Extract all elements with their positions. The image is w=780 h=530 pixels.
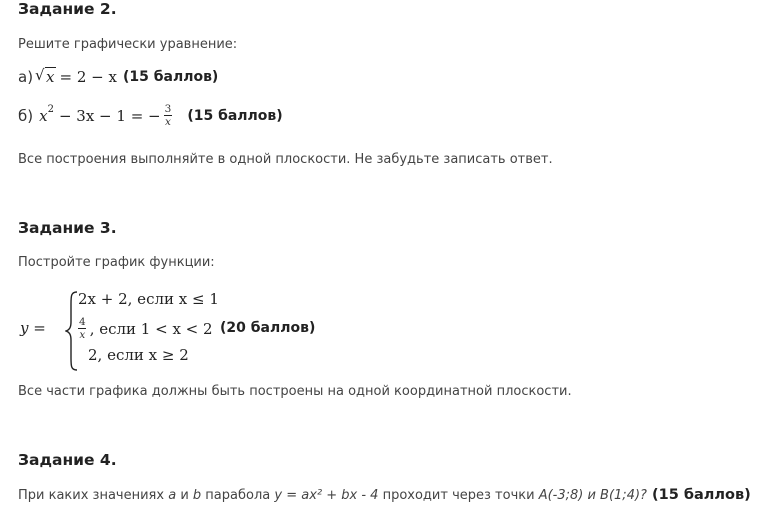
eq-b-x: x xyxy=(39,106,48,125)
task4-var-b: b xyxy=(192,488,202,503)
eq-b-label: б) xyxy=(18,106,34,125)
eq-a-label: а) xyxy=(18,68,34,86)
eq-b-frac-num: 3 xyxy=(164,103,172,115)
task2-equation-a xyxy=(18,68,218,86)
task4-points: (15 баллов) xyxy=(646,487,751,503)
task4-points-text: A(-3;8) и B(1;4)? xyxy=(538,488,647,503)
task3-points: (20 баллов) xyxy=(220,320,316,336)
piecewise-y-label: y = xyxy=(20,319,46,337)
piece-3-text: 2, если x ≥ 2 xyxy=(88,346,189,364)
task4-question xyxy=(18,487,751,503)
task4-text-4: проходит через точки xyxy=(378,488,539,503)
eq-b-fraction xyxy=(164,104,173,127)
task2-note: Все построения выполняйте в одной плоскости. Не забудьте записать ответ. xyxy=(18,152,553,167)
task4-text-3: парабола xyxy=(201,488,275,503)
eq-b-exponent: 2 xyxy=(47,104,54,115)
task4-text-2: и xyxy=(176,488,193,503)
eq-b-points: (15 баллов) xyxy=(187,107,283,124)
piece-1 xyxy=(78,290,219,308)
eq-a-points: (15 баллов) xyxy=(122,69,219,85)
piece-3 xyxy=(88,346,189,364)
task2-equation-b xyxy=(18,104,283,127)
piece-2 xyxy=(78,317,213,340)
eq-b-frac-den: x xyxy=(165,115,171,128)
piece-2-frac-num: 4 xyxy=(79,316,86,328)
left-brace-icon xyxy=(65,290,79,372)
sqrt-argument: x xyxy=(46,68,55,86)
task4-heading: Задание 4. xyxy=(18,451,117,469)
task2-instruction: Решите графически уравнение: xyxy=(18,37,238,52)
task2-heading: Задание 2. xyxy=(18,0,117,18)
sqrt-expression xyxy=(35,68,55,86)
piece-2-frac-den: x xyxy=(79,328,86,341)
task4-text-1: При каких значениях xyxy=(18,488,169,503)
piecewise-function xyxy=(18,290,358,372)
eq-a-rhs: = 2 − x xyxy=(59,68,117,86)
eq-b-lhs: − 3x − 1 = − xyxy=(58,106,161,125)
piece-2-text: , если 1 < x < 2 xyxy=(89,319,213,338)
task3-instruction: Постройте график функции: xyxy=(18,255,215,270)
task3-heading: Задание 3. xyxy=(18,219,117,237)
radical-sign: √ xyxy=(35,66,45,84)
task4-var-a: a xyxy=(168,488,177,503)
task3-note: Все части графика должны быть построены на одной координатной плоскости. xyxy=(18,384,572,399)
task4-parabola: y = ax² + bx - 4 xyxy=(274,488,379,503)
piece-1-text: 2x + 2, если x ≤ 1 xyxy=(78,290,219,308)
piece-2-fraction xyxy=(78,317,87,340)
